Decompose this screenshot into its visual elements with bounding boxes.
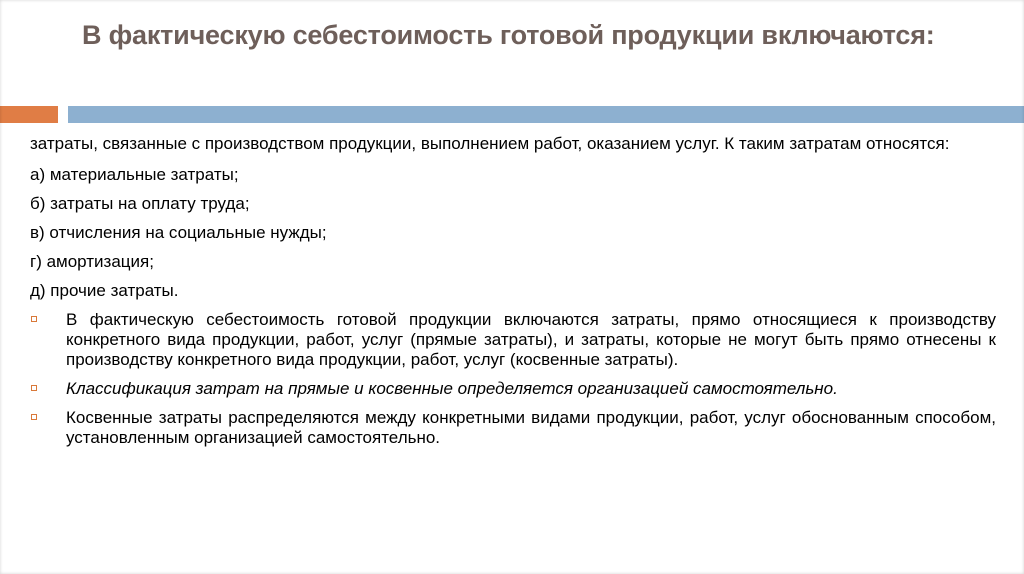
- title-accent-bar-orange: [0, 106, 58, 123]
- slide-body: [30, 134, 996, 457]
- list-item-b: б) затраты на оплату труда;: [30, 194, 250, 213]
- bullet-item-indirect-distribution: [30, 408, 996, 448]
- intro-paragraph: затраты, связанные с производством продукции, выполнением работ, оказанием услуг. К таким затратам относятся:: [30, 134, 950, 153]
- bullet-text: Косвенные затраты распределяются между конкретными видами продукции, работ, услуг обоснованным способом, установленным организацией самостоятельно.: [66, 408, 996, 447]
- hollow-square-bullet-icon: [31, 316, 37, 322]
- hollow-square-bullet-icon: [31, 385, 37, 391]
- bullet-item-classification: [30, 379, 996, 399]
- list-item-c: в) отчисления на социальные нужды;: [30, 223, 327, 242]
- bullet-item-direct-indirect-costs: [30, 310, 996, 370]
- bullet-text: Классификация затрат на прямые и косвенные определяется организацией самостоятельно.: [66, 379, 838, 398]
- title-accent-bar-blue: [68, 106, 1024, 123]
- hollow-square-bullet-icon: [31, 414, 37, 420]
- list-item-a: а) материальные затраты;: [30, 165, 239, 184]
- list-item-e: д) прочие затраты.: [30, 281, 179, 300]
- bullet-text: В фактическую себестоимость готовой продукции включаются затраты, прямо относящиеся к производству конкретного вида продукции, работ, услуг (прямые затраты), и затраты, которые не могут быть прямо отнесены к производству конкретного вида продукции, работ, услуг (косвенные затраты).: [66, 310, 996, 369]
- list-item-d: г) амортизация;: [30, 252, 154, 271]
- slide-title: В фактическую себестоимость готовой продукции включаются:: [82, 20, 935, 50]
